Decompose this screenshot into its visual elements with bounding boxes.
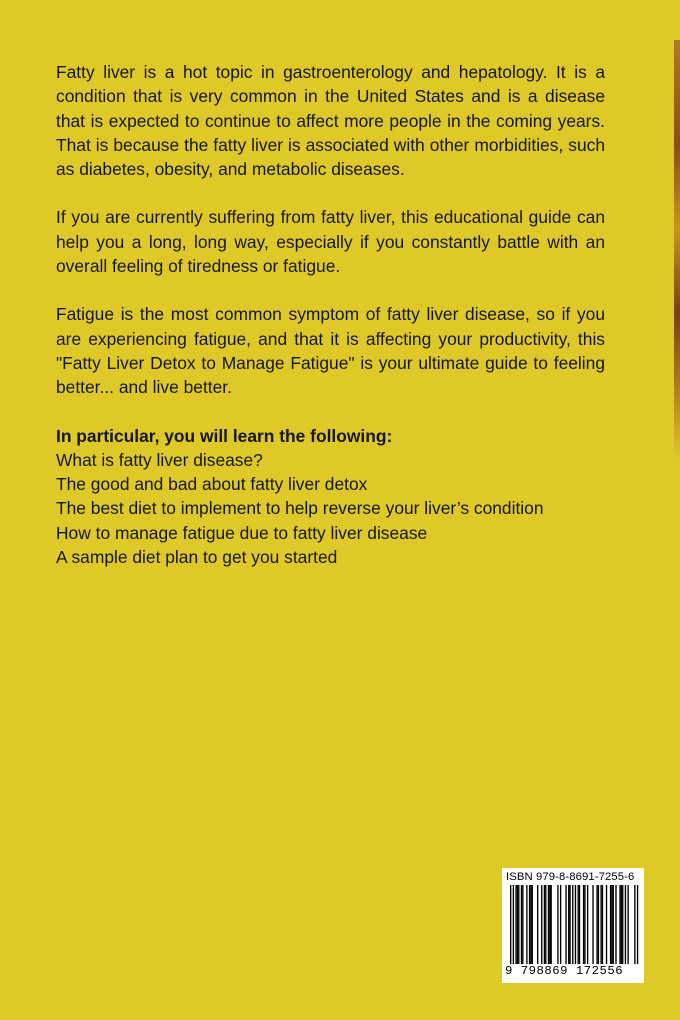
learn-list xyxy=(56,448,605,569)
barcode-bar xyxy=(530,885,531,964)
barcode-bar xyxy=(529,885,530,964)
barcode-bar xyxy=(515,885,516,964)
barcode-bar xyxy=(518,885,519,964)
fatigue-paragraph: Fatigue is the most common symptom of fatty liver disease, so if you are experiencing fatigue, and that it is affecting your productivity, this "Fatty Liver Detox to Manage Fatigue" is your ultimate guide to feeling better... and live better. xyxy=(56,304,605,398)
barcode-bar xyxy=(578,885,579,964)
list-item: How to manage fatigue due to fatty liver disease xyxy=(56,522,428,543)
barcode-bar xyxy=(551,885,552,964)
barcode-bar xyxy=(572,885,573,964)
barcode-bar xyxy=(537,885,538,964)
barcode-bar xyxy=(637,885,638,964)
barcode-bar xyxy=(560,885,561,964)
barcode-bar xyxy=(549,885,550,964)
barcode-bar xyxy=(510,885,511,964)
isbn-label: ISBN 979-8-8691-7255-6 xyxy=(506,871,635,883)
barcode-bar xyxy=(602,885,603,964)
barcode-bar xyxy=(568,885,569,964)
list-item: A sample diet plan to get you started xyxy=(56,547,338,568)
barcode-bar xyxy=(532,885,533,964)
barcode-bar xyxy=(619,885,620,964)
barcode-bar xyxy=(625,885,626,964)
barcode-bar xyxy=(627,885,628,964)
barcode-bar xyxy=(622,885,623,964)
guide-paragraph: If you are currently suffering from fatty liver, this educational guide can help you a long, long way, especially if you constantly battle with an overall feeling of tiredness or fatigue. xyxy=(56,207,605,277)
barcode-bar xyxy=(557,885,558,964)
list-item: What is fatty liver disease? xyxy=(56,449,263,470)
learn-heading: In particular, you will learn the following: xyxy=(56,425,393,446)
barcode-bar xyxy=(600,885,601,964)
barcode-bar xyxy=(596,885,597,964)
barcode-bar xyxy=(634,885,635,964)
barcode-bar xyxy=(513,885,514,964)
intro-paragraph: Fatty liver is a hot topic in gastroenterology and hepatology. It is a condition that is very common in the United States and is a disease that is expected to continue to affect more people in the coming years. That is because the fatty liver is associated with other morbidities, such as diabetes, obesity, and metabolic diseases. xyxy=(56,62,605,180)
barcode-bar xyxy=(579,885,580,964)
barcode-bar xyxy=(517,885,518,964)
barcode-bar xyxy=(611,885,612,964)
barcode-bar xyxy=(565,885,566,964)
barcode-bar xyxy=(583,885,584,964)
barcode-bar xyxy=(621,885,622,964)
barcode-bar xyxy=(587,885,588,964)
barcode-bar xyxy=(521,885,522,964)
ean-digits: 9 798869 172556 xyxy=(505,964,624,978)
barcode-bar xyxy=(615,885,616,964)
barcode-bar xyxy=(544,885,545,964)
barcode-bar xyxy=(584,885,585,964)
blurb xyxy=(56,60,605,569)
barcode-bar xyxy=(606,885,607,964)
barcode-bar xyxy=(522,885,523,964)
barcode-bar xyxy=(548,885,549,964)
barcode-bars xyxy=(502,885,644,965)
barcode-bar xyxy=(569,885,570,964)
barcode-bar xyxy=(610,885,611,964)
barcode-bar xyxy=(545,885,546,964)
isbn-barcode xyxy=(502,868,644,983)
barcode-bar xyxy=(526,885,527,964)
barcode-bar xyxy=(575,885,576,964)
list-item: The best diet to implement to help reverse your liver’s condition xyxy=(56,498,544,519)
barcode-bar xyxy=(613,885,614,964)
barcode-bar xyxy=(541,885,542,964)
barcode-bar xyxy=(592,885,593,964)
barcode-bar xyxy=(598,885,599,964)
list-item: The good and bad about fatty liver detox xyxy=(56,474,368,495)
cover-edge-image xyxy=(674,40,680,460)
